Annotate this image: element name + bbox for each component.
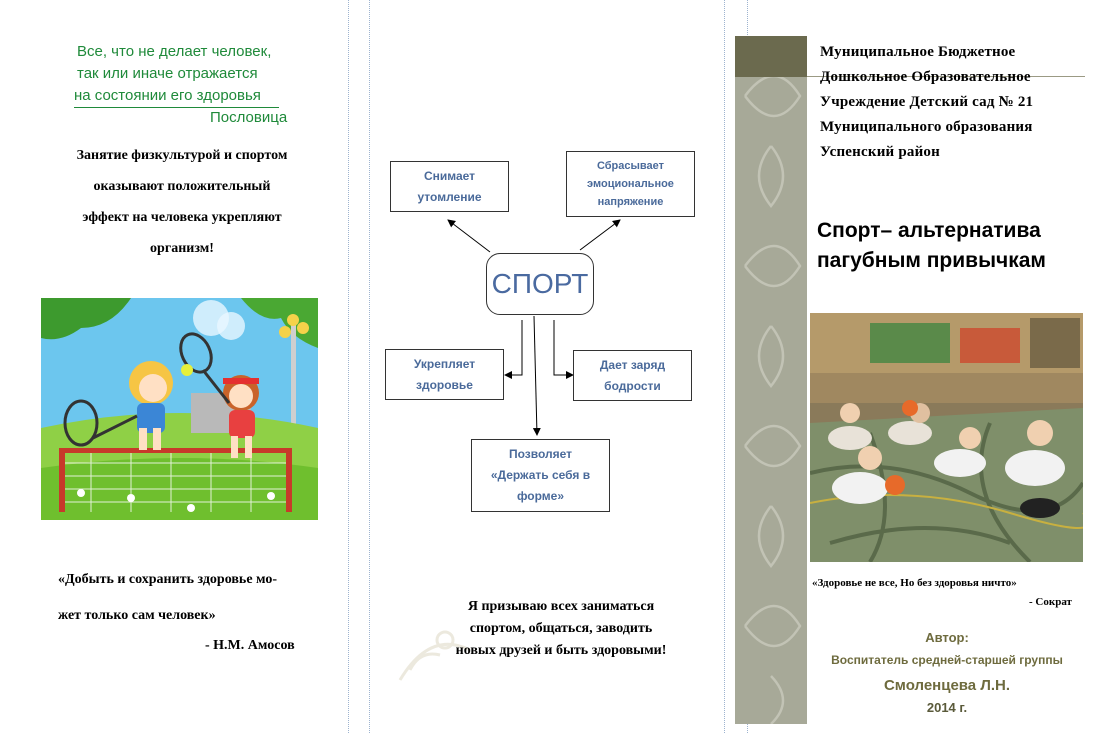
author-role: Воспитатель средней-старшей группы bbox=[831, 653, 1063, 667]
call-to-action bbox=[441, 596, 681, 662]
intro-paragraph bbox=[50, 140, 314, 264]
socrates-quote: «Здоровье не все, Но без здоровья ничто» bbox=[812, 577, 1017, 589]
author-name: Смоленцева Л.Н. bbox=[883, 677, 1011, 694]
epigraph bbox=[74, 41, 297, 126]
brochure-title bbox=[817, 216, 1087, 276]
epigraph-line: на состоянии его здоровья bbox=[74, 85, 279, 108]
side-bar-top bbox=[735, 36, 807, 77]
arrow bbox=[554, 320, 573, 375]
quote-line: жет только сам человек» bbox=[58, 608, 216, 623]
box-line: Дает заряд bbox=[599, 357, 666, 372]
arrow bbox=[448, 220, 490, 252]
box-line: «Держать себя в bbox=[490, 468, 591, 482]
column-guide bbox=[348, 0, 349, 733]
arrow bbox=[505, 320, 522, 375]
box-line: форме» bbox=[516, 489, 565, 503]
epigraph-source: Пословица bbox=[210, 109, 288, 126]
org-line: Дошкольное Образовательное bbox=[820, 69, 1031, 85]
box-line: Позволяет bbox=[508, 447, 572, 461]
box-line: эмоциональное bbox=[587, 178, 674, 190]
org-line: Успенский район bbox=[820, 144, 940, 160]
kids-exercise-photo bbox=[810, 313, 1083, 562]
call-line: новых друзей и быть здоровыми! bbox=[455, 643, 667, 658]
arrow bbox=[580, 220, 620, 250]
epigraph-line: так или иначе отражается bbox=[77, 65, 258, 82]
author-label: Автор: bbox=[925, 630, 969, 645]
diagram-box-health bbox=[385, 349, 504, 400]
arrow bbox=[534, 316, 537, 435]
box-line: Укрепляет bbox=[413, 356, 476, 371]
quote-line: «Добыть и сохранить здоровье мо- bbox=[58, 572, 278, 587]
box-line: здоровье bbox=[415, 377, 473, 392]
box-line: Сбрасывает bbox=[596, 160, 665, 172]
tennis-kids-illustration bbox=[41, 298, 318, 520]
decorative-side-bar bbox=[735, 36, 807, 724]
diagram-box-fatigue bbox=[390, 161, 509, 212]
amosov-quote bbox=[58, 562, 312, 634]
box-line: утомление bbox=[417, 189, 482, 204]
call-line: Я призываю всех заниматься bbox=[467, 599, 655, 614]
epigraph-line: Все, что не делает человек, bbox=[77, 43, 272, 60]
diagram-box-shape bbox=[471, 439, 610, 512]
call-line: спортом, общаться, заводить bbox=[469, 621, 653, 636]
column-guide bbox=[724, 0, 725, 733]
paragraph-line: оказывают положительный bbox=[93, 179, 271, 194]
org-line: Учреждение Детский сад № 21 bbox=[820, 94, 1034, 110]
quote-author: - Н.М. Амосов bbox=[205, 638, 295, 653]
org-line: Муниципального образования bbox=[820, 119, 1033, 135]
socrates-attribution: - Сократ bbox=[1029, 596, 1072, 608]
title-line: Спорт– альтернатива bbox=[817, 219, 1041, 242]
box-line: напряжение bbox=[597, 196, 664, 208]
diagram-box-tension bbox=[566, 151, 695, 217]
year: 2014 г. bbox=[926, 700, 968, 715]
title-line: пагубным привычкам bbox=[817, 249, 1046, 272]
box-line: бодрости bbox=[604, 378, 661, 393]
paragraph-line: эффект на человека укрепляют bbox=[82, 210, 282, 225]
sport-center-node: СПОРТ bbox=[486, 253, 594, 315]
org-line: Муниципальное Бюджетное bbox=[820, 44, 1016, 60]
diagram-box-energy bbox=[573, 350, 692, 401]
paragraph-line: организм! bbox=[150, 241, 214, 256]
organization-name bbox=[820, 40, 1090, 165]
paragraph-line: Занятие физкультурой и спортом bbox=[76, 148, 288, 163]
box-line: Снимает bbox=[423, 168, 476, 183]
